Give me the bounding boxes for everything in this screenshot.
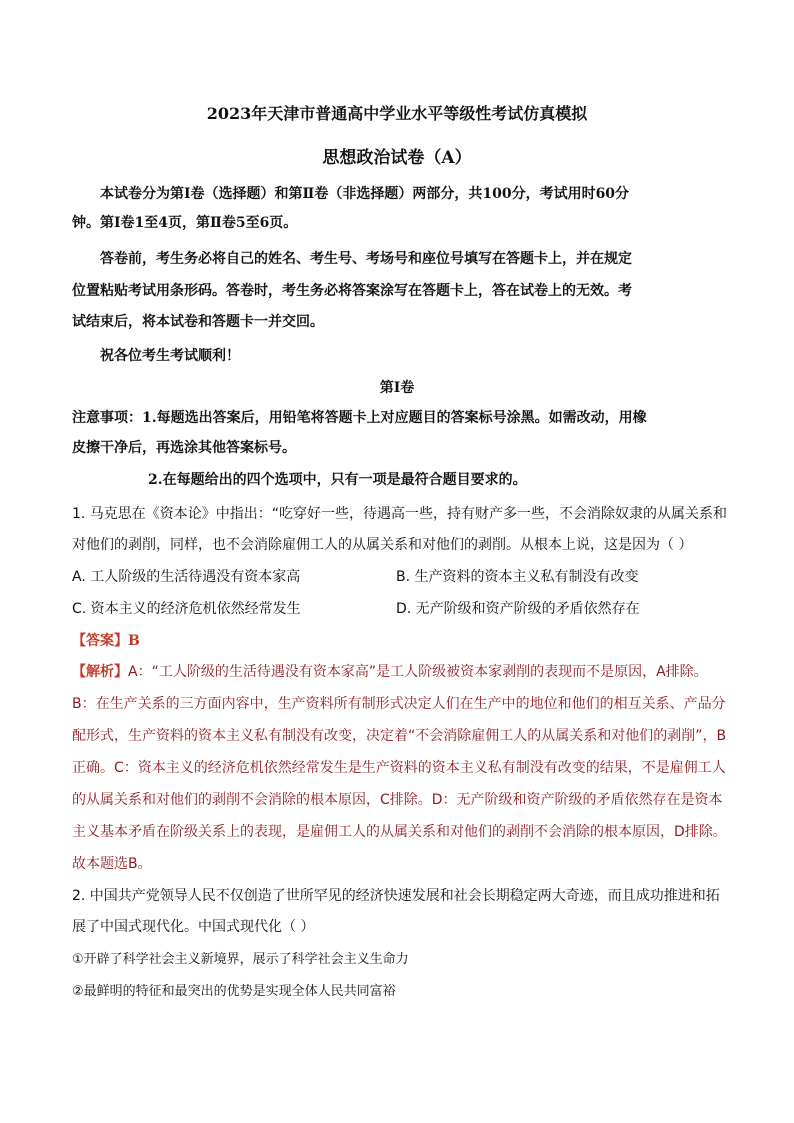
intro-line-2: 钟。第Ⅰ卷1至4页，第Ⅱ卷5至6页。 <box>72 215 298 231</box>
q1-analysis-line-3: 配形式，生产资料的资本主义私有制没有改变，决定着“不会消除雇佣工人的从属关系和对他们的剥削”，B <box>72 728 727 744</box>
notice-line-3: 2.在每题给出的四个选项中，只有一项是最符合题目要求的。 <box>148 472 527 488</box>
q1-analysis-line-6: 主义基本矛盾在阶级关系上的表现，是雇佣工人的从属关系和对他们的剥削不会消除的根本原因，D排除。 <box>72 824 727 840</box>
analysis-text-1: A：“工人阶级的生活待遇没有资本家高”是工人阶级被资本家剥削的表现而不是原因，A排除。 <box>128 664 708 680</box>
intro-line-3: 答卷前，考生务必将自己的姓名、考生号、考场号和座位号填写在答题卡上，并在规定 <box>100 251 632 267</box>
q1-stem-line-1: 1. 马克思在《资本论》中指出：“吃穿好一些，待遇高一些，持有财产多一些，不会消除奴隶的从属关系和 <box>72 506 728 522</box>
intro-line-5: 试结束后，将本试卷和答题卡一并交回。 <box>72 314 324 330</box>
section-heading: 第Ⅰ卷 <box>379 380 415 396</box>
q1-analysis-line-5: 的从属关系和对他们的剥削不会消除的根本原因，C排除。D：无产阶级和资产阶级的矛盾依然存在是资本 <box>72 792 723 808</box>
intro-line-4: 位置粘贴考试用条形码。答卷时，考生务必将答案涂写在答题卡上，答在试卷上的无效。考 <box>72 283 632 299</box>
q1-option-a: A. 工人阶级的生活待遇没有资本家高 <box>72 569 301 585</box>
intro-line-1: 本试卷分为第Ⅰ卷（选择题）和第Ⅱ卷（非选择题）两部分，共100分，考试用时60分 <box>100 186 630 202</box>
q1-analysis-line-2: B：在生产关系的三方面内容中，生产资料所有制形式决定人们在生产中的地位和他们的相互关系、产品分 <box>72 696 726 712</box>
q1-analysis-line-1 <box>72 662 708 682</box>
q1-option-d: D. 无产阶级和资产阶级的矛盾依然存在 <box>396 601 640 617</box>
exam-subtitle: 思想政治试卷（A） <box>322 148 472 168</box>
notice-line-2: 皮擦干净后，再选涂其他答案标号。 <box>72 440 296 456</box>
q1-option-b: B. 生产资料的资本主义私有制没有改变 <box>396 569 639 585</box>
intro-blessing: 祝各位考生考试顺利！ <box>100 348 240 364</box>
q1-analysis-line-7: 故本题选B。 <box>72 856 152 872</box>
analysis-label: 【解析】 <box>72 664 128 680</box>
q2-item-1: ①开辟了科学社会主义新境界，展示了科学社会主义生命力 <box>72 952 409 967</box>
q2-item-2: ②最鲜明的特征和最突出的优势是实现全体人民共同富裕 <box>72 984 396 999</box>
q1-answer: 【答案】B <box>72 633 140 649</box>
notice-line-1: 注意事项：1.每题选出答案后，用铅笔将答题卡上对应题目的答案标号涂黑。如需改动，用橡 <box>72 410 647 426</box>
exam-title: 2023年天津市普通高中学业水平等级性考试仿真模拟 <box>206 104 588 123</box>
q2-stem-line-2: 展了中国式现代化。中国式现代化（ ） <box>72 919 315 935</box>
q1-option-c: C. 资本主义的经济危机依然经常发生 <box>72 601 301 617</box>
q1-analysis-line-4: 正确。C：资本主义的经济危机依然经常发生是生产资料的资本主义私有制没有改变的结果，不是雇佣工人 <box>72 760 726 776</box>
q2-stem-line-1: 2. 中国共产党领导人民不仅创造了世所罕见的经济快速发展和社会长期稳定两大奇迹，而且成功推进和拓 <box>72 888 720 904</box>
q1-stem-line-2: 对他们的剥削，同样，也不会消除雇佣工人的从属关系和对他们的剥削。从根本上说，这是因为（ ） <box>72 537 693 553</box>
